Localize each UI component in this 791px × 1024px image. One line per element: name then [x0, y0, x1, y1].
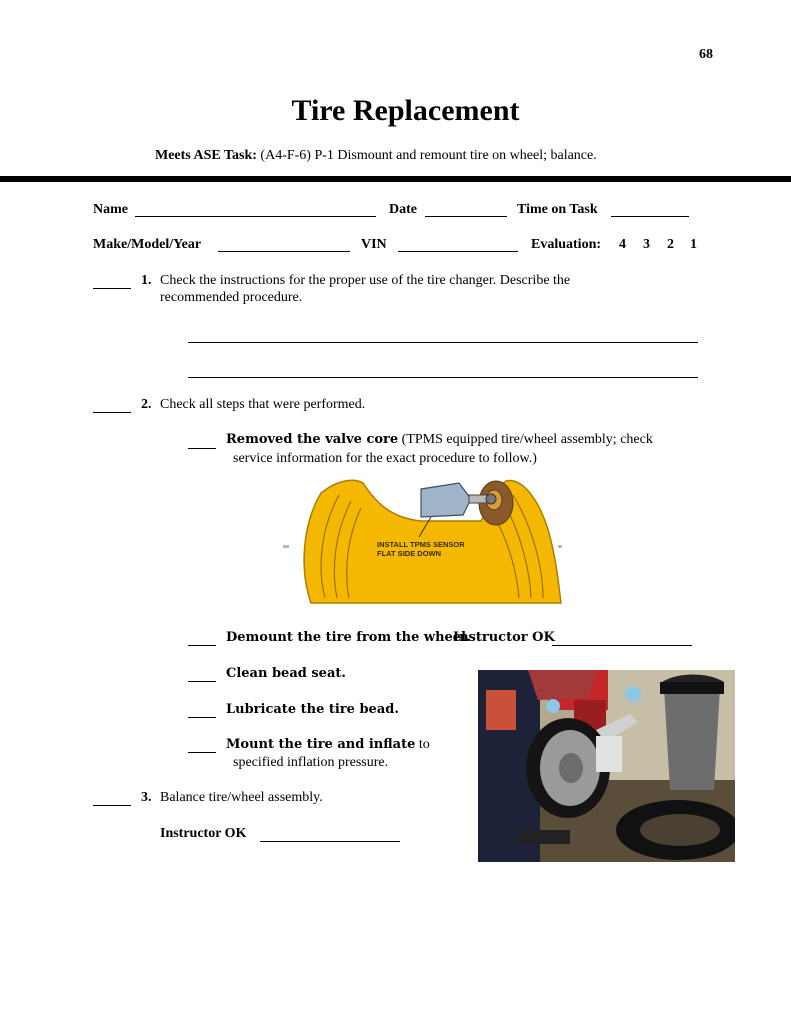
mount-bold: Mount the tire and inflate [226, 737, 416, 752]
item1-check-blank[interactable] [93, 288, 131, 289]
figure-label-2: FLAT SIDE DOWN [377, 549, 442, 558]
name-field[interactable] [135, 216, 376, 217]
evaluation-score-2[interactable]: 2 [667, 237, 674, 252]
mount-rest: to [415, 737, 430, 752]
mount-step [226, 737, 430, 753]
lubricate-text: Lubricate the tire bead. [226, 702, 399, 717]
item1-number: 1. [141, 273, 152, 288]
tire-changer-photo [478, 670, 735, 862]
photo-illustration [478, 670, 735, 862]
valve-core-rest: (TPMS equipped tire/wheel assembly; check [398, 432, 653, 447]
make-model-year-label: Make/Model/Year [93, 237, 202, 252]
vin-field[interactable] [398, 251, 518, 252]
make-model-year-field[interactable] [218, 251, 350, 252]
mount-check-blank[interactable] [188, 752, 216, 753]
time-on-task-field[interactable] [611, 216, 689, 217]
date-label: Date [389, 202, 417, 217]
lubricate-check-blank[interactable] [188, 717, 216, 718]
demount-instructor-ok-field[interactable] [552, 645, 692, 646]
figure-label-1: INSTALL TPMS SENSOR [377, 540, 465, 549]
mount-line2: specified inflation pressure. [233, 755, 389, 770]
vin-label: VIN [361, 237, 387, 252]
tpms-figure [281, 473, 571, 608]
tpms-diagram [281, 473, 571, 608]
tpms-sensor [421, 483, 471, 517]
name-label: Name [93, 202, 128, 217]
clean-bead-text: Clean bead seat. [226, 666, 346, 681]
item3-text: Balance tire/wheel assembly. [160, 790, 323, 805]
evaluation-label: Evaluation: [531, 237, 602, 252]
page-number: 68 [699, 47, 713, 62]
date-field[interactable] [425, 216, 507, 217]
time-on-task-label: Time on Task [517, 202, 598, 217]
ase-task-line [155, 148, 597, 164]
item3-check-blank[interactable] [93, 805, 131, 806]
valve-core-bold: Removed the valve core [226, 432, 399, 447]
demount-step-text: Demount the tire from the wheel. [226, 630, 471, 645]
demount-instructor-ok-label: Instructor OK [453, 630, 555, 645]
evaluation-score-3[interactable]: 3 [643, 237, 650, 252]
item1-text-line1: Check the instructions for the proper use of the tire changer. Describe the [160, 273, 571, 288]
item3-instructor-ok-label: Instructor OK [160, 826, 247, 841]
ase-task-label: Meets ASE Task: [155, 148, 257, 163]
evaluation-score-1[interactable]: 1 [690, 237, 697, 252]
ase-task-text: (A4-F-6) P-1 Dismount and remount tire on wheel; balance. [260, 148, 597, 163]
item1-answer-line-2[interactable] [188, 377, 698, 378]
demount-check-blank[interactable] [188, 645, 216, 646]
valve-core-step [226, 432, 653, 448]
header-divider [0, 176, 791, 182]
evaluation-score-4[interactable]: 4 [619, 237, 626, 252]
valve-core-check-blank[interactable] [188, 448, 216, 449]
item2-text: Check all steps that were performed. [160, 397, 366, 412]
item3-instructor-ok-field[interactable] [260, 841, 400, 842]
item1-text-line2: recommended procedure. [160, 290, 303, 305]
valve-core-line2: service information for the exact procedure to follow.) [233, 451, 537, 466]
page-title: Tire Replacement [291, 94, 520, 127]
item3-number: 3. [141, 790, 152, 805]
item2-check-blank[interactable] [93, 412, 131, 413]
item2-number: 2. [141, 397, 152, 412]
clean-bead-check-blank[interactable] [188, 681, 216, 682]
item1-answer-line-1[interactable] [188, 342, 698, 343]
